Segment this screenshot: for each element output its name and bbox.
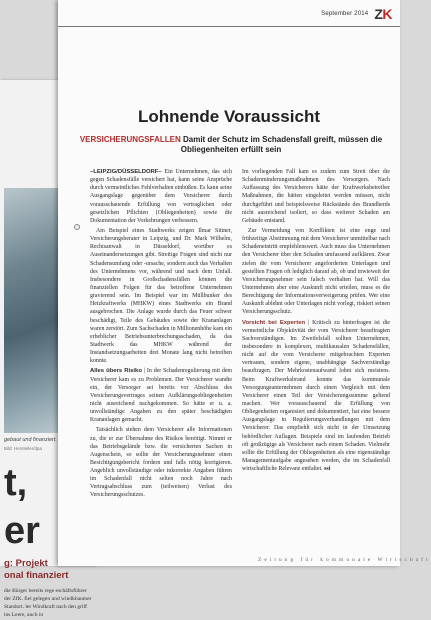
deck-text: Damit der Schutz im Schadensfall greift, müssen die Obliegenheiten erfüllt sein xyxy=(180,135,383,155)
paragraph: Am Beispiel eines Stadtwerks zeigen Ilmar Sittner, Versicherungsberater in Leipzig, und Dr. Mark Wilhelm, Rechtsanwalt in Düsseldorf, worüber es Auseinandersetzungen gibt. Streitige Fragen sind nicht nur Schadensumfang oder -ursache, sondern auch das Verhalten des Unternehmens vor, während und nach dem Unfall. Insbesondere in Großschadensfällen können die finanziellen Folgen für das betroffene Unternehmen gravierend sein. Im Beispiel war im Müllbunker des Heizkraftwerks (MHKW) eines Stadtwerks ein Brand ausgebrochen. Die Anlage wurde durch das Feuer schwer beschädigt, Teile des Gebäudes sowie der Krananlagen waren zerstört. Zum Sachschaden in Millionenhöhe kam ein erheblicher Betriebsunterbrechungsschaden, da das Stadtwerk das MHKW während der Instandsetzungsarbeiten drei Monate lang nicht betreiben konnte. xyxy=(90,227,232,365)
article-headline: Lohnende Voraussicht xyxy=(138,107,320,126)
paragraph: Vorsicht bei Experten | Kritisch zu hinterfragen ist die vermeintliche Objektivität der vom Versicherer beauftragten Sachverständigen. Im Zweifelsfall sollten Unternehmen, insbesondere in komplexen, multikausalen Schadensfällen, nicht auf die vom Versicherer mitgebrachten Experten vertrauen, sondern eigene, unabhängige Sachverständige beauftragen. Der Mehrkostenaufwand lohnt sich meistens. Beim Kraftwerksbrand konnte das kommunale Versorgungsunternehmen durch einen Vergleich mit dem Versicherer einen Teil der Versicherungssumme geltend machen. Wer vorausschauend die Erfüllung von Obliegenheiten organisiert und dokumentiert, hat eine bessere Ausgangslage in Regulierungsverhandlungen mit dem Versicherer. Das empfiehlt sich nicht in der Umsetzung behördlicher Auflagen. Beispiele sind im laufenden Betrieb oft großzügige als Versicherer nach einem Schaden. Vielmehr sollte die Erfüllung der Obliegenheiten als eine eigenständige Managementaufgabe angesehen werden, die im Schadenfall wirtschaftliche Relevanz entfaltet. ssi xyxy=(242,319,391,473)
deck-kicker: VERSICHERUNGSFALLEN xyxy=(79,135,181,144)
article-column-right xyxy=(242,168,390,475)
paragraph: Zur Vermeidung von Konflikten ist eine enge und frühzeitige Abstimmung mit dem Versicherer unmittelbar nach Schadeneintritt empfehlenswert. Auch muss das Unternehmen den Versicherer über den Schaden umfassend aufklären. Zwar zielen die vom Versicherer angeforderten Unterlagen und gestellten Fragen oft lediglich darauf ab, ob und inwieweit der Versicherungsnehmer sein falsch verhalten hat. Will das Unternehmen aber eine Auskunft nicht erteilen, muss es die Berechtigung der Informationsverweigerung prüfen. Wer eine Auskunft ablehnt oder Unterlagen nicht vorlegt, riskiert seinen Versicherungsschutz. xyxy=(242,227,390,316)
subheadline-fragment: g: Projekt onal finanziert xyxy=(4,558,69,581)
zfk-logo: ZK xyxy=(374,6,392,22)
page-header xyxy=(321,6,392,22)
article-deck xyxy=(72,135,390,156)
subhead-risk: Alles übers Risiko xyxy=(90,368,142,375)
page-hole-icon xyxy=(74,224,80,230)
dateline: –LEIPZIG/DÜSSELDORF– xyxy=(90,169,162,175)
author-signoff: ssi xyxy=(324,466,331,473)
header-rule xyxy=(58,26,400,27)
article-column-left xyxy=(90,168,232,502)
page-footer: Zeitung für kommunale Wirtschaft xyxy=(258,557,431,563)
headline-fragment-2: er xyxy=(4,510,40,552)
paragraph: Tatsächlich stehen dem Versicherer alle Informationen zu, die er zur Übernahme des Risikos benötigt. Nimmt er das Betriebsgelände bzw. die versicherten Sachen in Augenschein, so sollte der Versicherungsnehmer einen Besichtigungsbericht fordern und falls nötig korrigieren. Angeblich unvollständige oder inkorrekte Angaben führen im Schadenfall nicht selten noch Jahre nach Vertragsabschluss zum (teilweisen) Verlust des Versicherungsschutzes. xyxy=(90,427,232,499)
subhead-experts: Vorsicht bei Experten xyxy=(242,319,306,326)
paragraph: Alles übers Risiko | In der Schadenregulierung mit dem Versicherer kam es zu Problemen. Der Versicherer wandte ein, der Versorger sei bereits vor Abschluss des Versicherungsvertrages seinen Aufklärungsobliegenheiten nicht ausreichend nachgekommen. So hätte er u. a. unvollständige Angaben zu den später beschädigten Krananlagen gemacht. xyxy=(90,368,232,424)
paragraph: –LEIPZIG/DÜSSELDORF– Ein Unternehmen, das sich gegen Schadensfälle versichert hat, kann seine Ansprüche durch vermeintliches Fehlverhalten einbüßen. Es kann seine Ausgangslage gegenüber dem Versicherer durch vorausschauende Erfüllung von vertraglichen oder gesetzlichen Pflichten (Obliegenheiten) sowie die Dokumentation der Vorkehrungen verbessern. xyxy=(90,169,232,224)
side-body-text: die Bürger bereits rege eschäftsführer der ZfK. fiel gelegen und windkbaumer Standort. ler Windkraft nach den griff ins Leere, auch in xyxy=(4,588,92,618)
photo-credit: Bild: Hersteller/dpa xyxy=(4,446,43,452)
issue-date: September 2014 xyxy=(321,11,369,17)
article-page xyxy=(58,0,431,566)
headline-fragment-1: t, xyxy=(4,462,28,504)
paragraph: Im vorliegenden Fall kam es zudem zum Streit über die Schadenminderungsmaßnahmen des Versorgers. Nach Auffassung des Versicherers hätte der Kraftwerksbetreiber Maßnahmen, die hätten eingeleitet werden müssen, nicht durchgeführt und beispielsweise Rückstände des Brandherds nicht ausreichend isoliert, so dass weiterer Schaden am Gebäude entstand. xyxy=(242,169,390,224)
photo-caption: gebaut und finanziert. Bild: Hersteller/dpa xyxy=(4,437,90,452)
